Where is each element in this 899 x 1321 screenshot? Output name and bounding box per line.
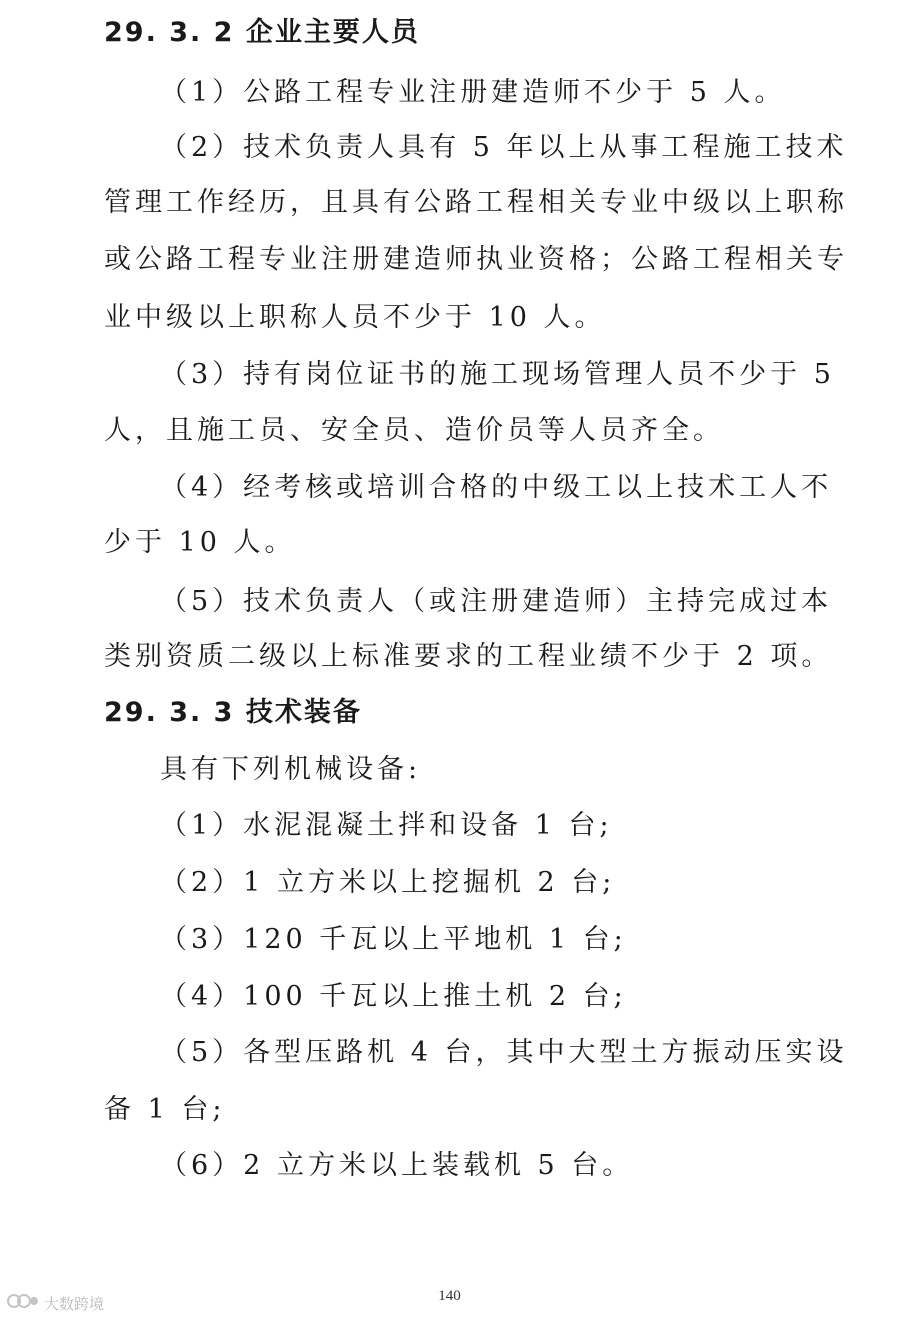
section-heading-equipment: 29. 3. 3 技术装备 — [104, 697, 362, 728]
paragraph-line: 管理工作经历，且具有公路工程相关专业中级以上职称 — [104, 187, 848, 218]
paragraph-line: （4）经考核或培训合格的中级工以上技术工人不 — [160, 472, 833, 503]
logo-icon — [6, 1290, 40, 1316]
paragraph-line: 少于 10 人。 — [104, 527, 296, 558]
paragraph-line: （2）技术负责人具有 5 年以上从事工程施工技术 — [160, 132, 848, 163]
paragraph-line: （5）技术负责人（或注册建造师）主持完成过本 — [160, 586, 833, 617]
section-heading-personnel: 29. 3. 2 企业主要人员 — [104, 17, 420, 48]
page-number: 140 — [438, 1288, 461, 1304]
list-item: （1）水泥混凝土拌和设备 1 台; — [160, 810, 613, 841]
list-item: （6）2 立方米以上装载机 5 台。 — [160, 1150, 634, 1181]
list-item: （5）各型压路机 4 台，其中大型土方振动压实设 — [160, 1037, 848, 1068]
list-item: （2）1 立方米以上挖掘机 2 台; — [160, 867, 616, 898]
paragraph-line: 或公路工程专业注册建造师执业资格；公路工程相关专 — [104, 244, 848, 275]
paragraph-line: （1）公路工程专业注册建造师不少于 5 人。 — [160, 77, 786, 108]
list-item-continuation: 备 1 台; — [104, 1094, 226, 1125]
paragraph-line: （3）持有岗位证书的施工现场管理人员不少于 5 — [160, 359, 835, 390]
list-item: （4）100 千瓦以上推土机 2 台; — [160, 981, 627, 1012]
paragraph-line: 业中级以上职称人员不少于 10 人。 — [104, 302, 606, 333]
watermark-text: 大数跨境 — [44, 1294, 105, 1313]
paragraph-line: 类别资质二级以上标准要求的工程业绩不少于 2 项。 — [104, 641, 833, 672]
paragraph-line: 人，且施工员、安全员、造价员等人员齐全。 — [104, 415, 724, 446]
paragraph-line: 具有下列机械设备: — [160, 754, 422, 785]
watermark — [6, 1290, 104, 1316]
list-item: （3）120 千瓦以上平地机 1 台; — [160, 924, 627, 955]
